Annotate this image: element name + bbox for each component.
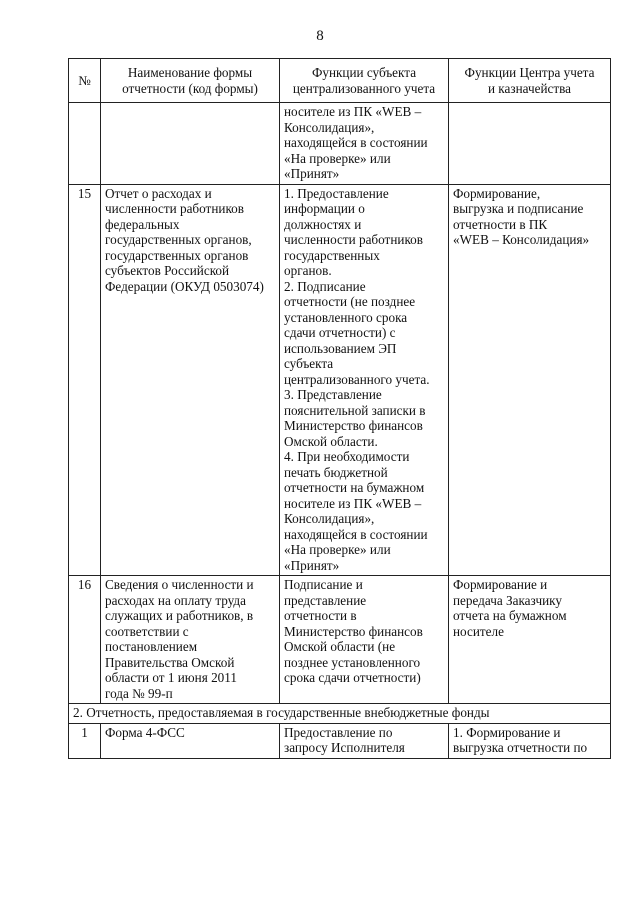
text-line: «WEB – Консолидация»	[453, 232, 590, 247]
text-line: централизованного учета.	[284, 371, 430, 387]
header-form-name	[101, 59, 280, 103]
text-line: сдачи отчетности) с	[284, 325, 396, 340]
text-line: передача Заказчику	[453, 592, 562, 608]
header-line: централизованного учета	[292, 80, 436, 96]
cell-subject-functions	[280, 576, 449, 704]
text-line: Министерство финансов	[284, 418, 423, 433]
text-line: находящейся в состоянии	[284, 526, 428, 542]
text-line: «На проверке» или	[284, 542, 391, 557]
cell-form-name	[101, 103, 280, 185]
header-num: №	[69, 59, 101, 103]
text-line: Формирование и	[453, 577, 548, 592]
text-line: отчетности на бумажном	[284, 480, 425, 495]
cell-form-name	[101, 576, 280, 704]
cell-center-functions	[449, 184, 611, 576]
text-line: носителе	[453, 623, 504, 639]
text-line: должностях и	[284, 216, 362, 232]
text-line: органов.	[284, 263, 332, 278]
text-line: федеральных	[105, 216, 180, 232]
cell-num: 16	[69, 576, 101, 704]
text-line: запросу Исполнителя	[284, 740, 405, 755]
text-line: носителе из ПК «WEB –	[284, 104, 422, 119]
text-line: государственных органов,	[105, 232, 252, 247]
header-line: Наименование формы	[127, 65, 253, 80]
text-line: 1. Формирование и	[453, 724, 561, 740]
text-line: позднее установленного	[284, 654, 421, 670]
text-line: информации о	[284, 201, 365, 216]
cell-subject-functions	[280, 184, 449, 576]
header-line: отчетности (код формы)	[122, 80, 258, 96]
text-line: численности работников	[105, 201, 244, 216]
header-center-functions	[449, 59, 611, 103]
text-line: отчетности в	[284, 608, 357, 623]
cell-center-functions	[449, 576, 611, 704]
text-line: расходах на оплату труда	[105, 592, 246, 608]
text-line: Омской области.	[284, 433, 378, 449]
text-line: «На проверке» или	[284, 150, 391, 166]
page-number: 8	[316, 28, 324, 44]
text-line: Консолидация»,	[284, 511, 375, 526]
cell-subject-functions	[280, 723, 449, 758]
text-line: соответствии с	[105, 623, 189, 639]
text-line: отчетности в ПК	[453, 216, 548, 232]
cell-center-functions	[449, 103, 611, 185]
cell-num	[69, 103, 101, 185]
table-header-row	[69, 59, 611, 103]
text-line: Консолидация»,	[284, 119, 375, 135]
text-line: служащих и работников, в	[105, 608, 254, 623]
text-line: «Принят»	[284, 557, 340, 573]
text-line: государственных органов	[105, 247, 249, 263]
table-row-fss	[69, 723, 611, 758]
text-line: постановлением	[105, 639, 198, 654]
cell-form-name	[101, 723, 280, 758]
text-line: 1. Предоставление	[284, 185, 389, 201]
table-row-16	[69, 576, 611, 704]
text-line: выгрузка отчетности по	[453, 740, 588, 755]
cell-form-name	[101, 184, 280, 576]
text-line: отчетности (не позднее	[284, 294, 416, 309]
text-line: печать бюджетной	[284, 464, 388, 480]
header-subject-functions	[280, 59, 449, 103]
text-line: установленного срока	[284, 309, 408, 325]
text-line: численности работников	[284, 232, 423, 247]
text-line: государственных	[284, 247, 380, 263]
text-line: Омской области (не	[284, 639, 396, 654]
header-line: и казначейства	[487, 80, 572, 96]
text-line: субъекта	[284, 356, 334, 371]
cell-num: 1	[69, 723, 101, 758]
text-line: использованием ЭП	[284, 340, 397, 356]
reporting-table	[68, 58, 611, 759]
text-line: «Принят»	[284, 166, 340, 181]
text-line: Федерации (ОКУД 0503074)	[105, 278, 264, 294]
text-line: Формирование,	[453, 185, 541, 201]
text-line: области от 1 июня 2011	[105, 670, 237, 685]
text-line: Предоставление по	[284, 724, 393, 740]
text-line: 3. Представление	[284, 387, 382, 402]
table-row-15	[69, 184, 611, 576]
section-heading: 2. Отчетность, предоставляемая в государственные внебюджетные фонды	[69, 704, 611, 724]
text-line: пояснительной записки в	[284, 402, 426, 418]
text-line: Сведения о численности и	[105, 577, 254, 592]
text-line: представление	[284, 592, 367, 608]
text-line: отчета на бумажном	[453, 608, 567, 623]
text-line: 4. При необходимости	[284, 449, 410, 464]
text-line: Министерство финансов	[284, 623, 423, 639]
text-line: 2. Подписание	[284, 278, 366, 294]
text-line: Отчет о расходах и	[105, 185, 212, 201]
table-row-continuation	[69, 103, 611, 185]
text-line: срока сдачи отчетности)	[284, 670, 421, 685]
header-line: Функции субъекта	[311, 65, 417, 80]
text-line: находящейся в состоянии	[284, 135, 428, 150]
text-line: субъектов Российской	[105, 263, 230, 278]
text-line: Правительства Омской	[105, 654, 235, 670]
cell-center-functions	[449, 723, 611, 758]
text-line: года № 99-п	[105, 685, 173, 701]
section-heading-row	[69, 704, 611, 724]
text-line: выгрузка и подписание	[453, 201, 584, 216]
text-line: носителе из ПК «WEB –	[284, 495, 422, 511]
text-line: Подписание и	[284, 577, 363, 592]
cell-subject-functions	[280, 103, 449, 185]
header-line: Функции Центра учета	[464, 65, 595, 80]
cell-num: 15	[69, 184, 101, 576]
text-line: Форма 4-ФСС	[105, 724, 185, 740]
